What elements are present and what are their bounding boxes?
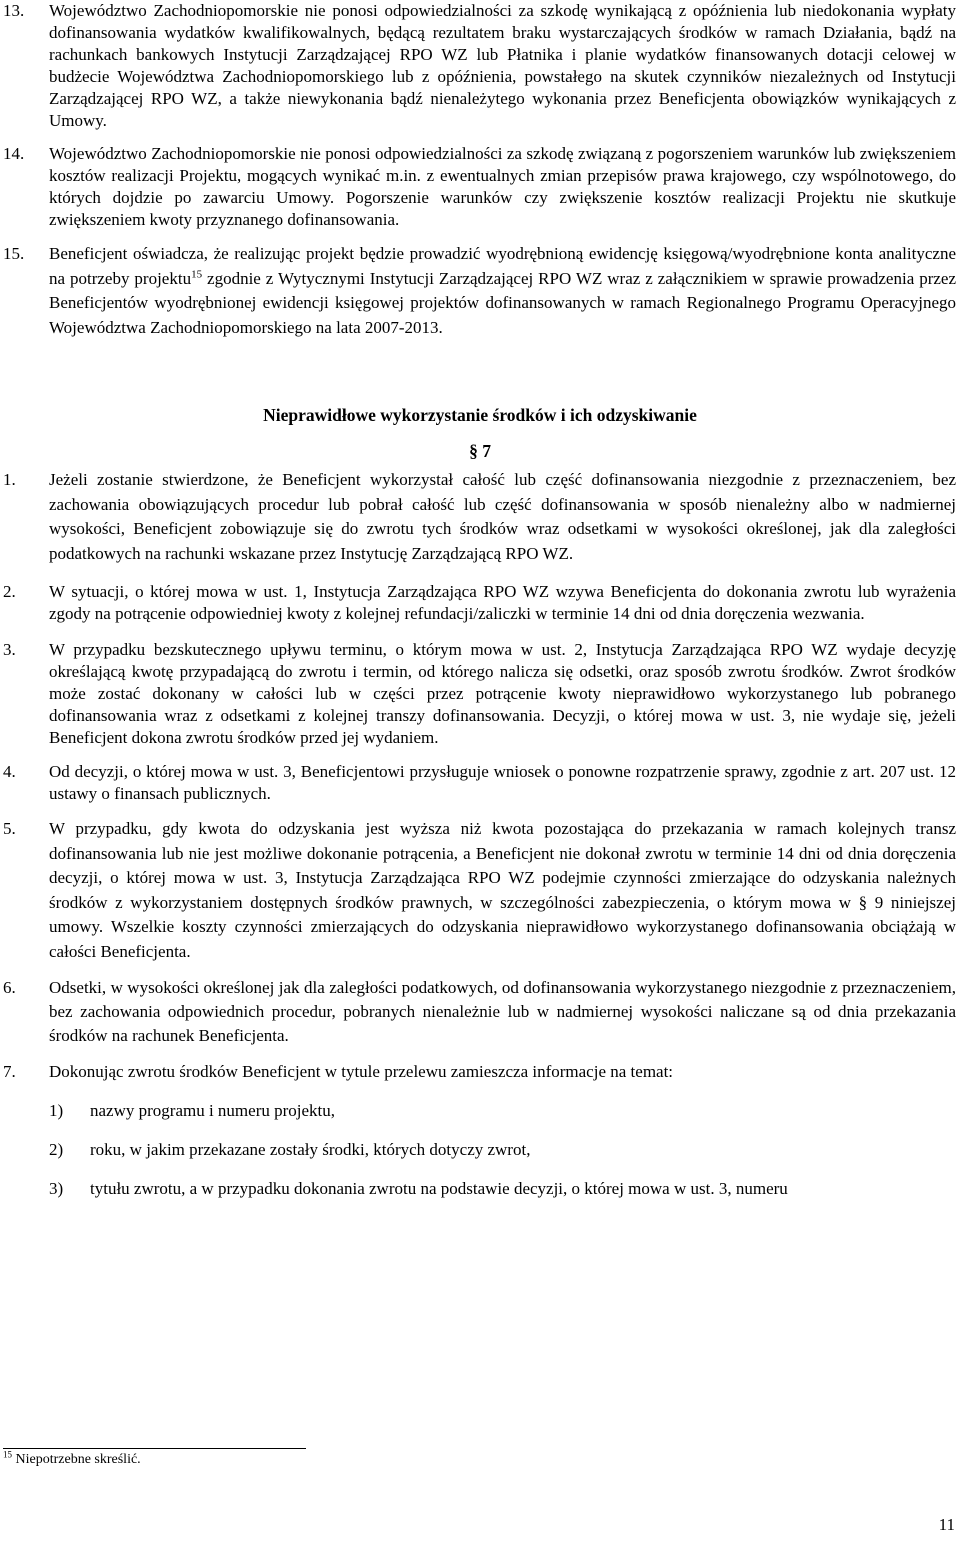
item-number: 13. <box>3 1 25 20</box>
item-number: 3. <box>3 640 16 659</box>
item-text: Odsetki, w wysokości określonej jak dla zaległości podatkowych, od dofinansowania wykorzystanego niezgodnie z przeznaczeniem, bez zachowania odpowiednich procedur, pobranych nienależnie lub w nadmiernej wysokości naliczane są od dnia przekazania środków na rachunek Beneficjenta. <box>49 978 956 1045</box>
sub-list-item <box>0 1139 960 1161</box>
footnote-text: Niepotrzebne skreślić. <box>15 1452 141 1467</box>
sub-item-number: 2) <box>49 1140 64 1159</box>
item-number: 4. <box>3 762 16 781</box>
section-heading: Nieprawidłowe wykorzystanie środków i ich odzyskiwanie <box>263 405 697 425</box>
sub-item-text: nazwy programu i numeru projektu, <box>90 1101 336 1120</box>
list-item <box>0 976 960 1048</box>
item-number: 1. <box>3 470 16 489</box>
item-text: W sytuacji, o której mowa w ust. 1, Instytucja Zarządzająca RPO WZ wzywa Beneficjenta do dokonania zwrotu lub wyrażenia zgody na potrącenie odpowiedniej kwoty z kolejnej refundacji/zaliczki w terminie 14 dni od dnia doręczenia wezwania. <box>49 582 956 623</box>
item-text: Od decyzji, o której mowa w ust. 3, Beneficjentowi przysługuje wniosek o ponowne rozpatrzenie sprawy, zgodnie z art. 207 ust. 12 ustawy o finansach publicznych. <box>49 762 956 803</box>
list-item <box>0 0 960 132</box>
list-item <box>0 1061 960 1083</box>
item-text: W przypadku, gdy kwota do odzyskania jest wyższa niż kwota pozostająca do przekazania w ramach kolejnych transz dofinansowania lub nie jest możliwe dokonanie potrącenia, a Beneficjent nie dokonał zwrotu w terminie 14 dni od dnia doręczenia decyzji, o której mowa w ust. 3, Instytucja Zarządzająca RPO WZ podejmie czynności zmierzające do odzyskania należnych środków z wykorzystaniem dostępnych środków prawnych, w szczególności zabezpieczenia, o którym mowa w § 9 niniejszej umowy. Wszelkie koszty czynności zmierzających do odzyskania nieprawidłowo wykorzystanego dofinansowania obciążają w całości Beneficjenta. <box>49 819 956 961</box>
footnote-reference: 15 <box>191 267 203 280</box>
sub-item-number: 1) <box>49 1101 64 1120</box>
list-item <box>0 761 960 805</box>
item-number: 2. <box>3 582 16 601</box>
list-item <box>0 242 960 340</box>
list-item <box>0 468 960 566</box>
item-number: 5. <box>3 819 16 838</box>
footnote-number: 15 <box>3 1449 12 1460</box>
list-item <box>0 143 960 231</box>
sub-item-number: 3) <box>49 1179 64 1198</box>
list-item <box>0 639 960 749</box>
list-item <box>0 817 960 964</box>
item-number: 6. <box>3 978 16 997</box>
sub-item-text: roku, w jakim przekazane zostały środki, których dotyczy zwrot, <box>90 1140 531 1159</box>
paragraph-number: § 7 <box>469 441 491 461</box>
sub-list-item <box>0 1178 960 1200</box>
footnote-divider <box>3 1448 306 1449</box>
list-item <box>0 581 960 625</box>
page-number: 11 <box>938 1515 955 1534</box>
item-number: 14. <box>3 144 25 163</box>
footnote <box>3 1449 141 1468</box>
item-text: Beneficjent oświadcza, że realizując projekt będzie prowadzić wyodrębnioną ewidencję księgową/wyodrębnione konta analityczne na potrzeby projektu <box>49 244 956 288</box>
item-text-continued: zgodnie z Wytycznymi Instytucji Zarządzającej RPO WZ wraz z załącznikiem w sprawie prowadzenia przez Beneficjentów wyodrębnionej ewidencji księgowej projektów dofinansowanych w ramach Regionalnego Programu Operacyjnego Województwa Zachodniopomorskiego na lata 2007-2013. <box>49 268 956 337</box>
item-text: Województwo Zachodniopomorskie nie ponosi odpowiedzialności za szkodę związaną z pogorszeniem warunków lub zwiększeniem kosztów realizacji Projektu, mogących wynikać m.in. z ewentualnych zmian przepisów prawa krajowego, czy wspólnotowego, do których dojdzie po zawarciu Umowy. Pogorszenie warunków czy zwiększenie kosztów realizacji Projektu nie skutkuje zwiększeniem kwoty przyznanego dofinansowania. <box>49 144 956 229</box>
sub-item-text: tytułu zwrotu, a w przypadku dokonania zwrotu na podstawie decyzji, o której mowa w ust. 3, numeru <box>90 1179 788 1198</box>
item-text: Dokonując zwrotu środków Beneficjent w tytule przelewu zamieszcza informacje na temat: <box>49 1062 674 1081</box>
item-number: 15. <box>3 244 25 263</box>
sub-list-item <box>0 1100 960 1122</box>
item-text: W przypadku bezskutecznego upływu terminu, o którym mowa w ust. 2, Instytucja Zarządzająca RPO WZ wydaje decyzję określającą kwotę przypadającą do zwrotu i termin, od którego nalicza się odsetki, oraz sposób zwrotu środków. Zwrot środków może zostać dokonany w całości lub w części przez potrącenie kwoty nieprawidłowo wykorzystanego lub pobranego dofinansowania wraz z odsetkami z kolejnej transzy dofinansowania. Decyzji, o której mowa w ust. 3, nie wydaje się, jeżeli Beneficjent dokona zwrotu środków przed jej wydaniem. <box>49 640 956 747</box>
item-number: 7. <box>3 1062 16 1081</box>
item-text: Województwo Zachodniopomorskie nie ponosi odpowiedzialności za szkodę wynikającą z opóźnienia lub niedokonania wypłaty dofinansowania wydatków kwalifikowalnych, będącą rezultatem braku wystarczających środków w ramach Działania, bądź na rachunkach bankowych Instytucji Zarządzającej RPO WZ lub Płatnika i planie wydatków finansowanych dotacji celowej w budżecie Województwa Zachodniopomorskiego lub z opóźnienia, powstałego na skutek czynników niezależnych od Instytucji Zarządzającej RPO WZ, a także niewykonania bądź nienależytego wykonania przez Beneficjenta obowiązków wynikających z Umowy. <box>49 1 956 130</box>
item-text: Jeżeli zostanie stwierdzone, że Beneficjent wykorzystał całość lub część dofinansowania niezgodnie z przeznaczeniem, bez zachowania obowiązujących procedur lub pobrał całość lub część dofinansowania w sposób nienależny albo w nadmiernej wysokości, Beneficjent zobowiązuje się do zwrotu tych środków wraz odsetkami w wysokości określonej, jak dla zaległości podatkowych na rachunki wskazane przez Instytucję Zarządzającą RPO WZ. <box>49 470 956 563</box>
